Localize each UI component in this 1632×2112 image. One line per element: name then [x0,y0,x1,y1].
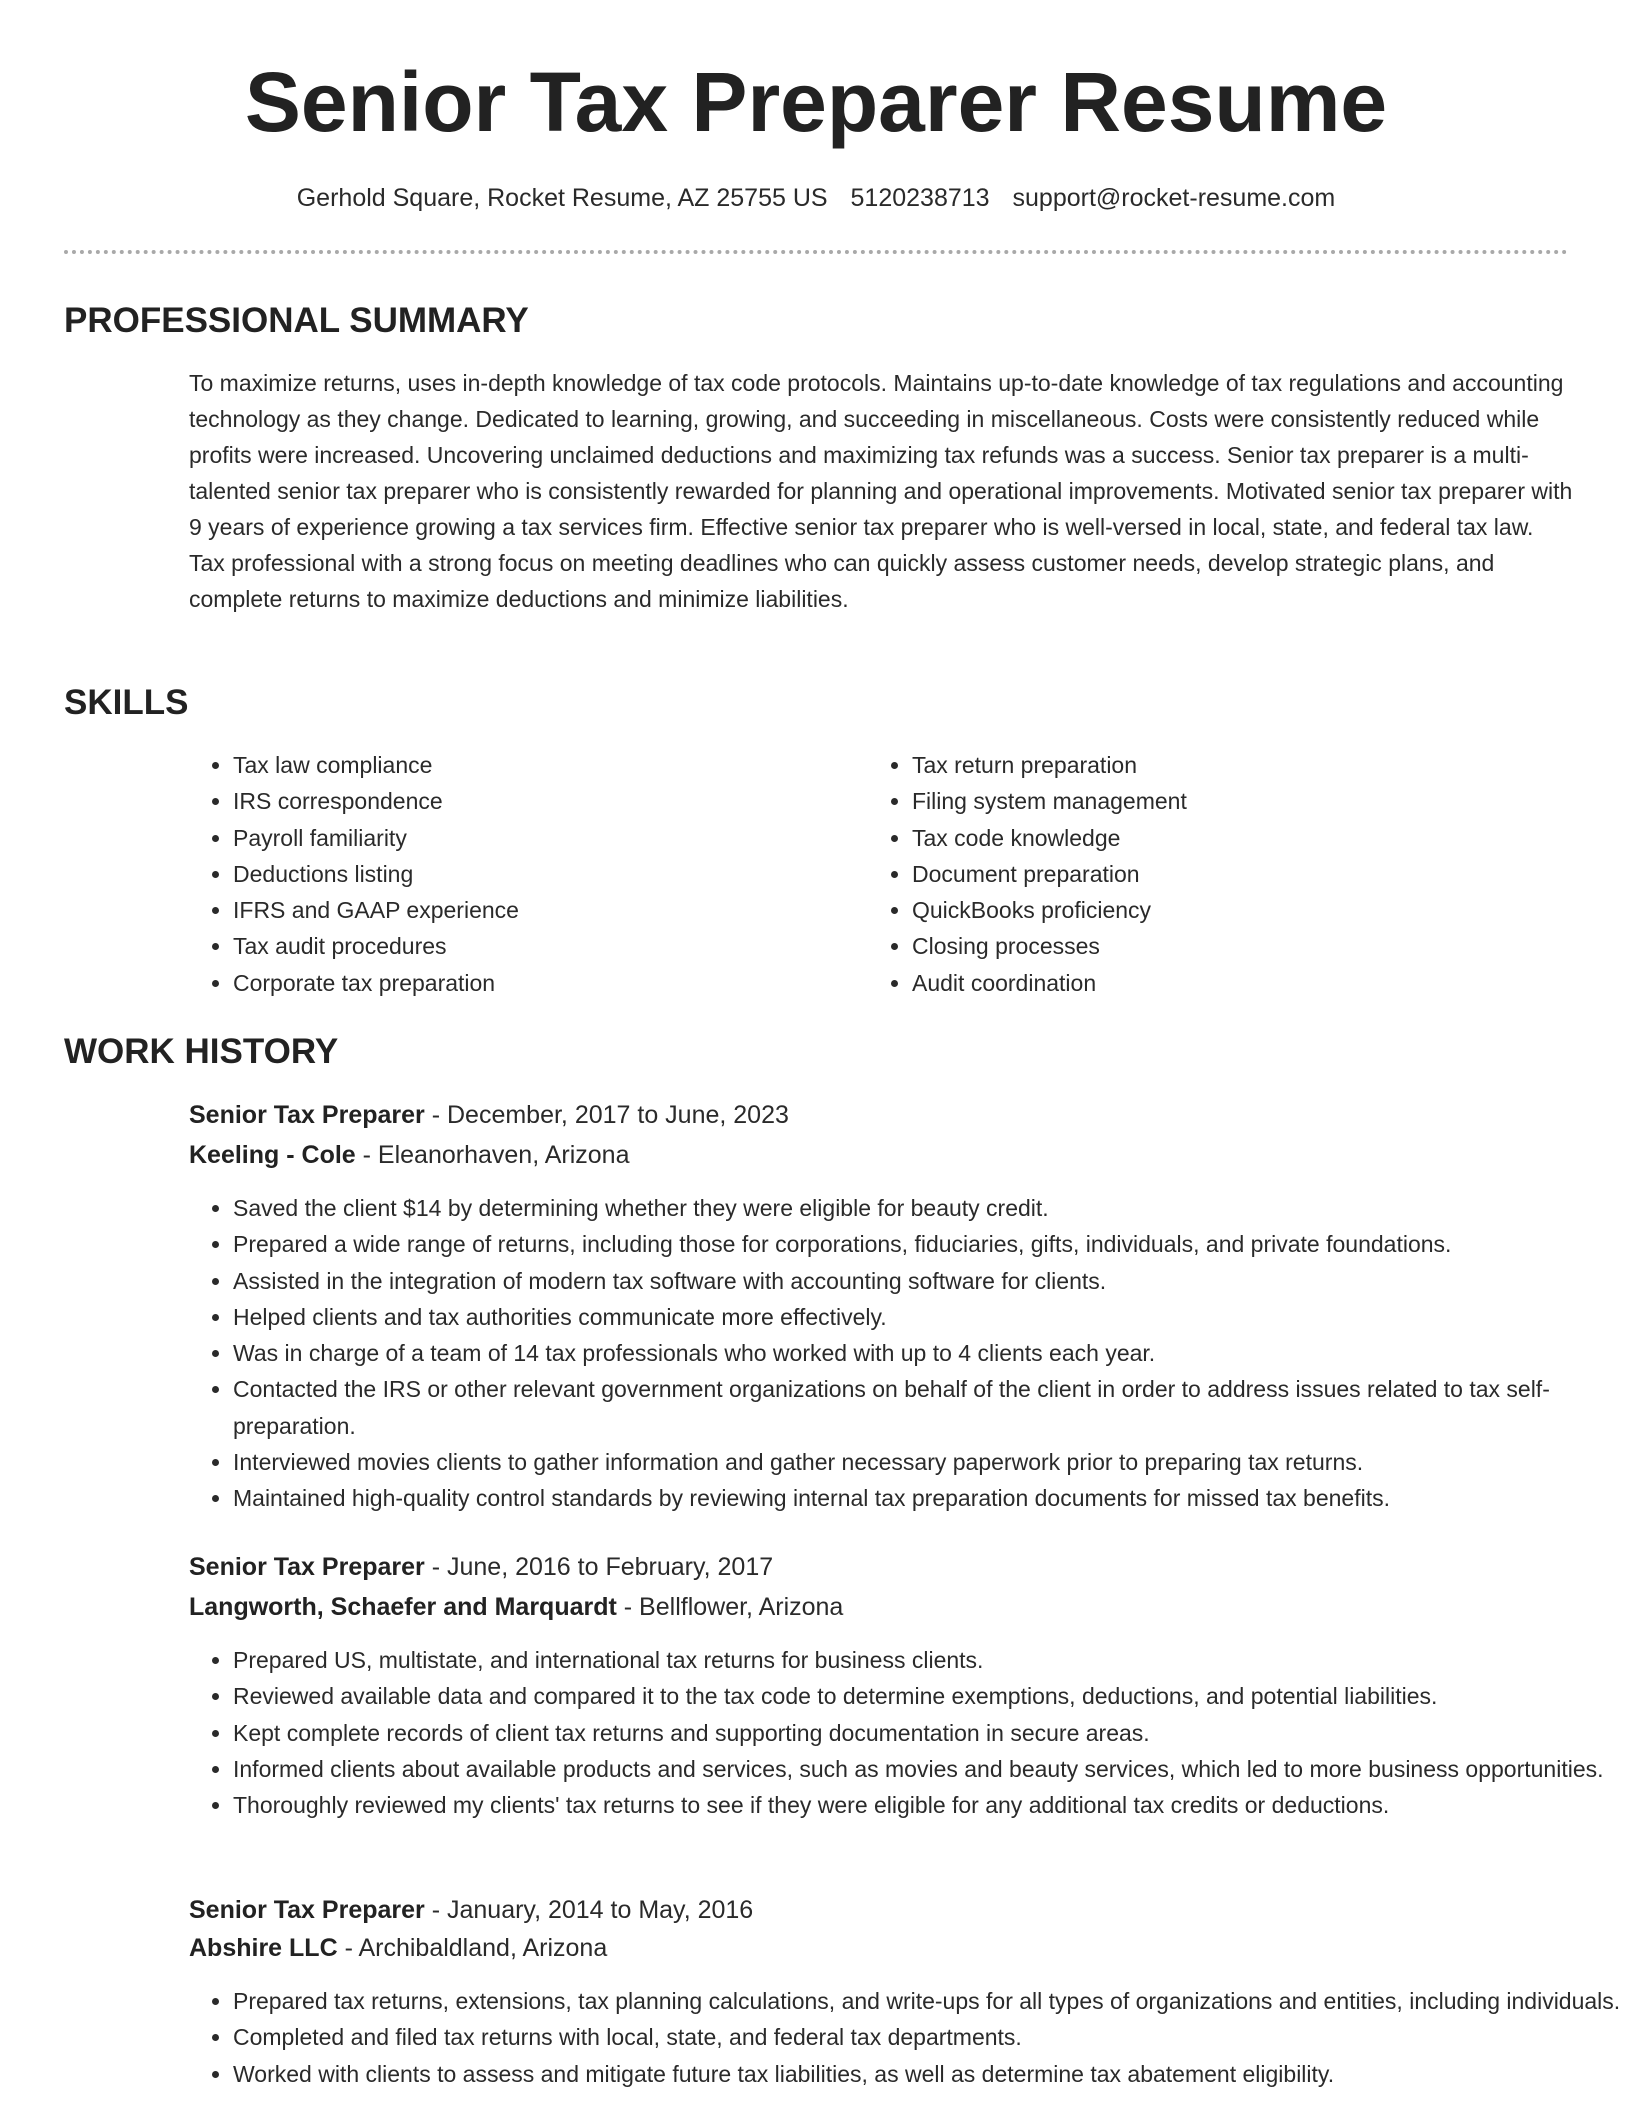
list-item: • Prepared tax returns, extensions, tax planning calculations, and write-ups for all types of organizations and entities, including individuals. [233,1983,1623,2019]
list-item: • Worked with clients to assess and mitigate future tax liabilities, as well as determine tax abatement eligibility. [233,2056,1623,2092]
skills-list-left [189,747,853,1001]
summary-text: To maximize returns, uses in-depth knowledge of tax code protocols. Maintains up-to-date knowledge of tax regulations and accounting technology as they change. Dedicated to learning, growing, and succeeding in miscellaneous. Costs were consistently reduced while profits were increased. Uncovering unclaimed deductions and maximizing tax refunds was a success. Senior tax preparer is a multi-talented senior tax preparer who is consistently rewarded for planning and operational improvements. Motivated senior tax preparer with 9 years of experience growing a tax services firm. Effective senior tax preparer who is well-versed in local, state, and federal tax law. Tax professional with a strong focus on meeting deadlines who can quickly assess customer needs, develop strategic plans, and complete returns to maximize deductions and minimize liabilities. [189,370,1573,612]
job-title: Senior Tax Preparer [189,1896,425,1924]
section-heading-skills: SKILLS [64,683,189,722]
job-bullets [189,1642,1623,1823]
job-location: - Eleanorhaven, Arizona [355,1141,630,1169]
job-bullets [189,1190,1623,1517]
job-title-line [189,1096,789,1134]
skills-list-right [868,747,1532,1001]
list-item: • Tax law compliance [233,747,853,783]
list-item: • Closing processes [912,928,1532,964]
job-title-line [189,1548,773,1586]
resume-title: Senior Tax Preparer Resume [244,55,1388,149]
list-item: • Was in charge of a team of 14 tax professionals who worked with up to 4 clients each year. [233,1335,1623,1371]
list-item: • Tax return preparation [912,747,1532,783]
section-heading-work-history: WORK HISTORY [64,1032,339,1071]
list-item: • Document preparation [912,856,1532,892]
header-divider [64,250,1568,254]
job-bullets [189,1983,1623,2092]
list-item: • Payroll familiarity [233,820,853,856]
job-title-line [189,1891,753,1929]
job-location: - Archibaldland, Arizona [337,1934,608,1962]
job-company-line [189,1136,629,1174]
job-dates: - June, 2016 to February, 2017 [424,1553,774,1581]
list-item: • Corporate tax preparation [233,965,853,1001]
job-company: Langworth, Schaefer and Marquardt [189,1593,617,1621]
list-item: • Prepared a wide range of returns, including those for corporations, fiduciaries, gifts, individuals, and private foundations. [233,1226,1623,1262]
list-item: • Helped clients and tax authorities communicate more effectively. [233,1299,1623,1335]
job-company: Abshire LLC [189,1934,338,1962]
job-title: Senior Tax Preparer [189,1553,425,1581]
job-company: Keeling - Cole [189,1141,356,1169]
section-heading-summary: PROFESSIONAL SUMMARY [64,301,529,340]
list-item: • Kept complete records of client tax returns and supporting documentation in secure areas. [233,1715,1623,1751]
list-item: • QuickBooks proficiency [912,892,1532,928]
job-dates: - January, 2014 to May, 2016 [424,1896,754,1924]
contact-email: support@rocket-resume.com [1012,184,1336,212]
list-item: • Reviewed available data and compared it to the tax code to determine exemptions, deductions, and potential liabilities. [233,1678,1623,1714]
list-item: • Contacted the IRS or other relevant government organizations on behalf of the client in order to address issues related to tax self-preparation. [233,1371,1623,1444]
list-item: • Informed clients about available products and services, such as movies and beauty services, which led to more business opportunities. [233,1751,1623,1787]
list-item: • Thoroughly reviewed my clients' tax returns to see if they were eligible for any additional tax credits or deductions. [233,1787,1623,1823]
list-item: • Maintained high-quality control standards by reviewing internal tax preparation documents for missed tax benefits. [233,1480,1623,1516]
list-item: • Tax code knowledge [912,820,1532,856]
job-company-line [189,1588,843,1626]
list-item: • IRS correspondence [233,783,853,819]
job-location: - Bellflower, Arizona [616,1593,844,1621]
job-dates: - December, 2017 to June, 2023 [424,1101,789,1129]
list-item: • Interviewed movies clients to gather information and gather necessary paperwork prior to preparing tax returns. [233,1444,1623,1480]
list-item: • Assisted in the integration of modern tax software with accounting software for clients. [233,1263,1623,1299]
list-item: • Completed and filed tax returns with local, state, and federal tax departments. [233,2019,1623,2055]
list-item: • Tax audit procedures [233,928,853,964]
job-company-line [189,1929,607,1967]
contact-phone: 5120238713 [850,184,990,212]
list-item: • Saved the client $14 by determining whether they were eligible for beauty credit. [233,1190,1623,1226]
list-item: • Deductions listing [233,856,853,892]
list-item: • IFRS and GAAP experience [233,892,853,928]
list-item: • Filing system management [912,783,1532,819]
job-title: Senior Tax Preparer [189,1101,425,1129]
list-item: • Prepared US, multistate, and international tax returns for business clients. [233,1642,1623,1678]
list-item: • Audit coordination [912,965,1532,1001]
contact-line [0,180,1632,216]
contact-address: Gerhold Square, Rocket Resume, AZ 25755 US [296,184,828,212]
